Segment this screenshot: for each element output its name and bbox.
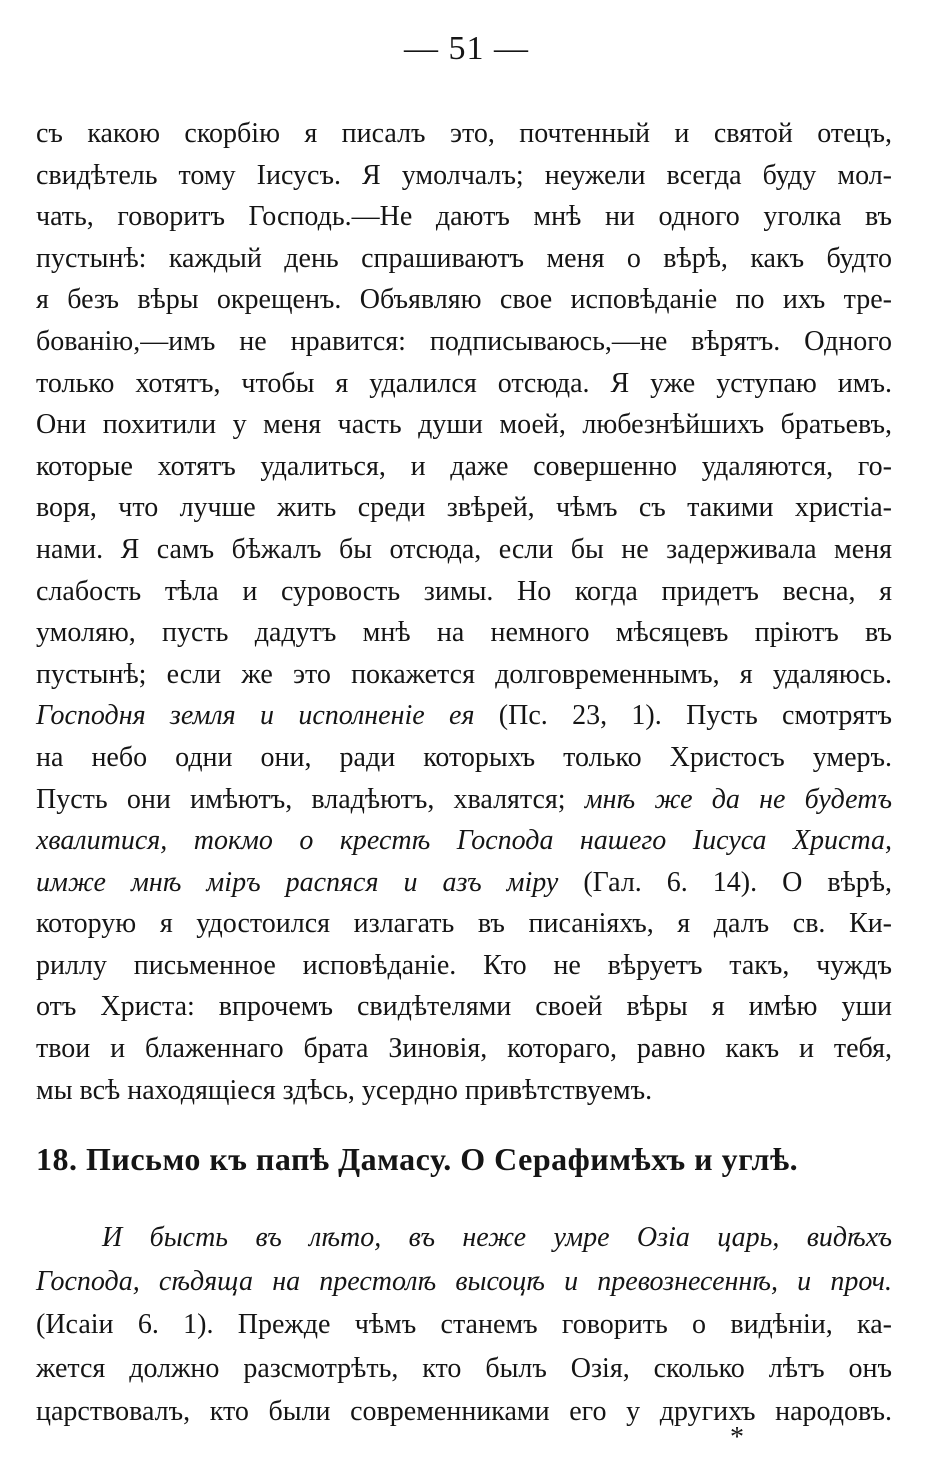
scripture-quote-line: хвалитися, токмо о крестѣ Господа нашего Іисуса Христа, <box>36 825 892 857</box>
text-line: пустынѣ: каждый день спрашиваютъ меня о вѣрѣ, какъ будто <box>36 242 892 274</box>
section-text <box>36 1216 892 1434</box>
text-line: которую я удостоился излагать въ писаніяхъ, я далъ св. Ки- <box>36 908 892 940</box>
text-line: нами. Я самъ бѣжалъ бы отсюда, если бы не задерживала меня <box>36 533 892 565</box>
text-line: риллу письменное исповѣданіе. Кто не вѣруетъ такъ, чуждъ <box>36 949 892 981</box>
text-line: (Исаіи 6. 1). Прежде чѣмъ станемъ говорить о видѣніи, ка- <box>36 1309 892 1340</box>
text-line: твои и блаженнаго брата Зиновія, котораго, равно какъ и тебя, <box>36 1033 892 1065</box>
text-line: съ какою скорбію я писалъ это, почтенный и святой отецъ, <box>36 118 892 149</box>
text-line: Они похитили у меня часть души моей, любезнѣйшихъ братьевъ, <box>36 409 892 441</box>
text-line: отъ Христа: впрочемъ свидѣтелями своей вѣры я имѣю уши <box>36 991 892 1023</box>
text-line: чать, говоритъ Господь.—Не даютъ мнѣ ни одного уголка въ <box>36 201 892 233</box>
footnote-mark: * <box>730 1422 744 1453</box>
text-line: царствовалъ, кто были современниками его у другихъ народовъ. <box>36 1396 892 1427</box>
text-line-mixed <box>36 862 892 904</box>
text-line: свидѣтель тому Іисусъ. Я умолчалъ; неужели всегда буду мол- <box>36 159 892 191</box>
text-line: пустынѣ; если же это покажется долговременнымъ, я удаляюсь. <box>36 658 892 690</box>
scripture-quote-line: И бысть въ лѣто, въ неже умре Озіа царь, видѣхъ <box>102 1222 892 1253</box>
text-line: которые хотятъ удалиться, и даже совершенно удаляются, го- <box>36 450 892 482</box>
text-line: слабость тѣла и суровость зимы. Но когда придетъ весна, я <box>36 575 892 607</box>
text-run: Пусть они имѣютъ, владѣютъ, хвалятся; <box>36 783 585 815</box>
body-text <box>36 113 892 1111</box>
text-line: умоляю, пусть дадутъ мнѣ на немного мѣсяцевъ пріютъ въ <box>36 617 892 649</box>
text-line-mixed <box>36 779 892 821</box>
text-line: я безъ вѣры окрещенъ. Объявляю свое исповѣданіе по ихъ тре- <box>36 284 892 316</box>
text-run: (Пс. 23, 1). Пусть смотрятъ <box>474 700 893 732</box>
text-line: воря, что лучше жить среди звѣрей, чѣмъ съ такими христіа- <box>36 492 892 524</box>
text-line: жется должно разсмотрѣть, кто былъ Озія, сколько лѣтъ онъ <box>36 1352 892 1384</box>
text-line: на небо одни они, ради которыхъ только Христосъ умеръ. <box>36 741 892 773</box>
scripture-quote: имже мнѣ міръ распяся и азъ міру <box>36 866 559 898</box>
scripture-quote: мнѣ же да не будетъ <box>584 783 892 815</box>
section-heading: 18. Письмо къ папѣ Дамасу. О Серафимѣхъ и углѣ. <box>36 1141 799 1177</box>
text-line: бованію,—имъ не нравится: подписываюсь,—не вѣрятъ. Одного <box>36 325 892 357</box>
text-line-mixed <box>36 695 892 737</box>
page-number: — 51 — <box>404 30 529 67</box>
text-line: только хотятъ, чтобы я удалился отсюда. Я уже уступаю имъ. <box>36 367 892 399</box>
scripture-quote: Господня земля и исполненіе ея <box>36 700 475 732</box>
text-line: мы всѣ находящіеся здѣсь, усердно привѣтствуемъ. <box>36 1074 653 1106</box>
scripture-quote-line: Господа, сѣдяща на престолѣ высоцѣ и превознесеннѣ, и проч. <box>36 1265 892 1297</box>
text-run: (Гал. 6. 14). О вѣрѣ, <box>558 866 892 898</box>
